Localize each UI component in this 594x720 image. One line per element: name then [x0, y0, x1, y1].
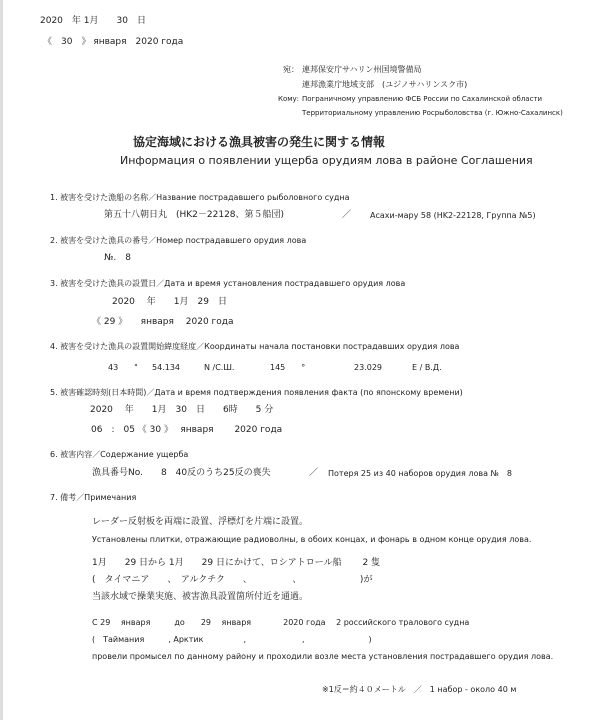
recipient-jp-2: 連邦漁業庁地域支部 (ユジノサハリンスク市) — [302, 80, 468, 89]
notes-p2-jp-2: ( タイマニア 、 アルクチク 、 、 )が — [92, 575, 373, 585]
section-6-ru-value: Потеря 25 из 40 наборов орудия лова № 8 — [328, 469, 512, 478]
section-1-heading: 1. 被害を受けた漁船の名称／Название пострадавшего рыболовного судна — [50, 193, 350, 202]
section-3-heading: 3. 被害を受けた漁具の設置日／Дата и время установления пострадавшего орудия лова — [50, 279, 406, 288]
date-jp: 2020 年 1月 30 日 — [40, 16, 146, 26]
section-6-sep: ／ — [309, 468, 319, 478]
section-6-jp-value: 漁具番号No. 8 40反のうち25反の喪失 — [92, 468, 271, 478]
recipient-ru-1: Пограничному управлению ФСБ России по Сахалинской области — [302, 95, 543, 103]
title-jp: 協定海域における漁具被害の発生に関する情報 — [133, 135, 386, 149]
section-4-lon-deg: 145 ° — [270, 363, 306, 372]
recipient-jp-1: 連邦保安庁サハリン州国境警備局 — [302, 65, 422, 74]
notes-p2-jp-1: 1月 29 日から 1月 29 日にかけて、ロシアトロール船 2 隻 — [92, 558, 381, 568]
footnote: ※1反＝約４０メートル ／ 1 набор - около 40 м — [322, 685, 517, 694]
date-ru: 《 30 》 января 2020 года — [43, 37, 184, 47]
section-4-lat-dir: N /С.Ш. — [204, 363, 235, 372]
section-1-sep: ／ — [342, 210, 352, 220]
section-5-ru-value: 06 : 05 《 30 》 января 2020 года — [91, 425, 283, 435]
notes-p1-jp: レーダー反射板を両端に設置、浮標灯を片端に設置。 — [92, 517, 309, 527]
section-2-heading: 2. 被害を受けた漁具の番号／Номер пострадавшего орудия лова — [50, 236, 307, 245]
section-4-lon-dir: E / В.Д. — [412, 363, 442, 372]
section-3-ru-value: 《 29 》 января 2020 года — [92, 317, 234, 327]
section-4-lat-deg: 43 " — [108, 363, 138, 372]
notes-p3-ru-3: провели промысел по данному району и проходили возле места установления пострадавшего орудия лова. — [92, 652, 554, 661]
section-3-jp-value: 2020 年 1月 29 日 — [112, 297, 227, 307]
section-6-heading: 6. 被害内容／Содержание ущерба — [50, 450, 189, 459]
notes-p3-ru-1: С 29 января до 29 января 2020 года 2 российского тралового судна — [92, 618, 470, 627]
section-4-lat-min: 54.134 — [152, 363, 180, 372]
notes-p1-ru: Установлены плитки, отражающие радиоволны, в обоих концах, и фонарь в одном конце орудия лова. — [92, 535, 532, 544]
recipient-ru-label: Кому: — [278, 95, 300, 103]
section-7-heading: 7. 備考／Примечания — [50, 493, 137, 502]
recipient-label: 宛： — [283, 65, 299, 74]
section-4-lon-min: 23.029 — [354, 363, 382, 372]
section-2-value: №. 8 — [104, 253, 131, 263]
scan-edge — [0, 0, 3, 720]
notes-p2-jp-3: 当該水域で操業実施、被害漁具設置箇所付近を通過。 — [92, 592, 309, 602]
section-5-jp-value: 2020 年 1月 30 日 6時 5 分 — [90, 405, 274, 415]
section-1-ru-value: Асахи-мару 58 (HK2-22128, Группа №5) — [370, 211, 536, 220]
recipient-ru-2: Территориальному управлению Росрыболовства (г. Южно-Сахалинск) — [302, 109, 563, 117]
title-ru: Информация о появлении ущерба орудиям лова в районе Соглашения — [120, 154, 533, 167]
section-5-heading: 5. 被害確認時刻(日本時間)／Дата и время подтверждения появления факта (по японскому времени) — [50, 388, 463, 397]
section-1-jp-value: 第五十八朝日丸 (HK2－22128、第５船団) — [104, 210, 285, 220]
notes-p3-ru-2: ( Таймания , Арктик , , ) — [92, 635, 372, 644]
section-4-heading: 4. 被害を受けた漁具の設置開始緯度経度／Координаты начала постановки пострадавших орудия лова — [50, 342, 460, 351]
